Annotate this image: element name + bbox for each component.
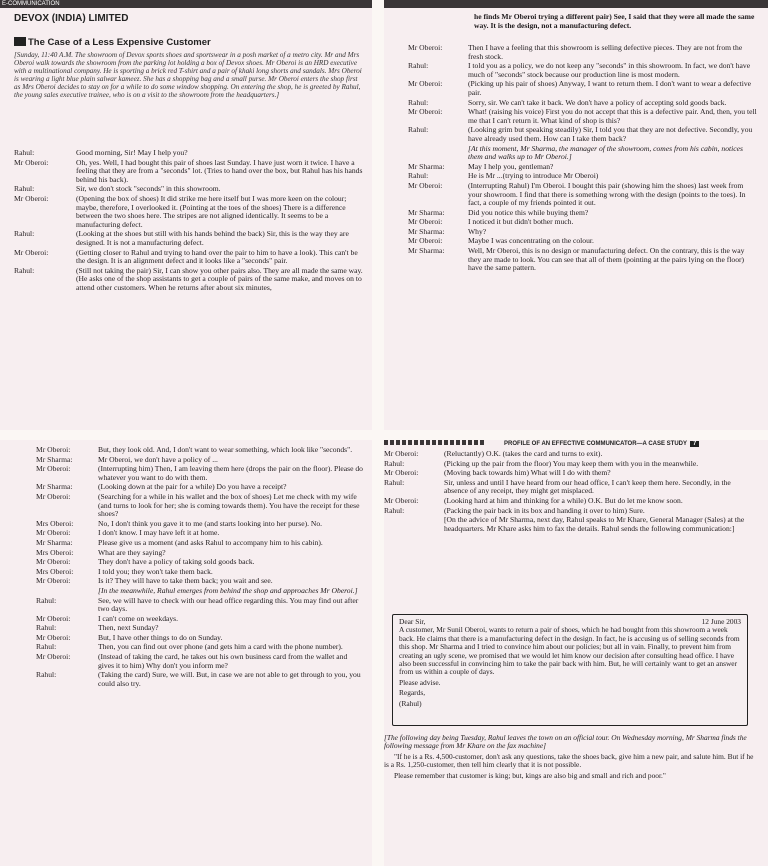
dialogue-line: [408, 62, 758, 79]
dialogue-text: I told you; they won't take them back.: [98, 566, 213, 576]
dialogue-text: (Instead of taking the card, he takes out his own business card from the wallet and gives it to him) Why don't you inform me?: [98, 652, 348, 670]
dialogue-text: Maybe I was concentrating on the colour.: [468, 236, 594, 246]
dialogue-top-right: [408, 44, 758, 274]
footer-italic: [The following day being Tuesday, Rahul leaves the town on an official tour. On Wednesday morning, Mr Sharma finds the following message from Mr Khare on the fax machine]: [384, 733, 747, 751]
company-name: DEVOX (INDIA) LIMITED: [14, 13, 129, 24]
speaker-label: Mr Oberoi:: [36, 445, 71, 454]
dialogue-line: [408, 108, 758, 125]
dialogue-text: (Interrupting Rahul) I'm Oberoi. I bought this pair (showing him the shoes) last week from your showroom. I find that there is something wrong with the design (points to the toes). In fact, a couple of my friends pointed it out.: [468, 180, 746, 208]
dialogue-text: (Still not taking the pair) Sir, I can show you other pairs also. They are all made the same way. (He asks one of the shop assistants to get a couple of pairs of the same make, and moves on to attend other customers. When he returns after about six minutes,: [76, 265, 363, 292]
speaker-label: Rahul:: [14, 265, 35, 275]
letter-date: 12 June 2003: [701, 617, 741, 626]
speaker-label: Mr Oberoi:: [36, 576, 71, 586]
dialogue-line: [36, 456, 364, 465]
speaker-label: Mr Sharma:: [36, 482, 73, 492]
dialogue-text: Sorry, sir. We can't take it back. We don't have a policy of accepting sold goods back.: [468, 97, 727, 107]
dialogue-line: [408, 237, 758, 246]
page-top-left: [0, 0, 372, 430]
speaker-label: Mrs Oberoi:: [36, 547, 74, 557]
dialogue-line: [36, 568, 364, 577]
continuation-text: he finds Mr Oberoi trying a different pair) See, I said that they were all made the same way. It is the design, not a manufacturing defect.: [474, 12, 755, 30]
dialogue-line: [408, 228, 758, 237]
speaker-label: Rahul:: [384, 477, 405, 487]
dialogue-line: [384, 516, 756, 533]
speaker-label: Mr Oberoi:: [14, 157, 49, 167]
dialogue-text: What! (raising his voice) First you do not accept that this is a defective pair. And, then, you tell me that I can't return it. What kind of shop is this?: [468, 107, 757, 125]
dialogue-text: See, we will have to check with our head office regarding this. You may find out after two days.: [98, 595, 359, 614]
speaker-label: Mr Sharma:: [408, 161, 445, 171]
dialogue-line: [36, 634, 364, 643]
speaker-label: Mr Oberoi:: [36, 613, 71, 623]
dialogue-line: [14, 267, 364, 293]
speaker-label: [36, 587, 98, 596]
speaker-label: Rahul:: [408, 125, 429, 135]
speaker-label: Mr Oberoi:: [408, 79, 443, 89]
dialogue-line: [384, 450, 756, 459]
speaker-label: Mr Oberoi:: [408, 180, 443, 190]
dialogue-line: [36, 587, 364, 596]
case-title-text: The Case of a Less Expensive Customer: [28, 37, 211, 48]
speaker-label: Rahul:: [408, 61, 429, 71]
dialogue-line: [14, 159, 364, 185]
dialogue-text: Good morning, Sir! May I help you?: [76, 148, 188, 157]
speaker-label: Rahul:: [408, 97, 429, 107]
case-marker-icon: [14, 37, 26, 46]
speaker-label: Mr Oberoi:: [408, 107, 443, 117]
dialogue-text: No, I don't think you gave it to me (and starts looking into her purse). No.: [98, 518, 323, 528]
speaker-label: Mr Sharma:: [36, 537, 73, 547]
page-bottom-left: [0, 440, 372, 866]
speaker-label: Rahul:: [36, 670, 57, 680]
speaker-label: Mr Sharma:: [36, 454, 73, 464]
dialogue-text: Sir, we don't stock "seconds" in this showroom.: [76, 184, 221, 194]
speaker-label: Mr Sharma:: [408, 207, 445, 217]
dialogue-text: [At this moment, Mr Sharma, the manager of the showroom, comes from his cabin, notices them and walks up to Mr Oberoi.]: [468, 143, 743, 162]
header-rule: [384, 440, 484, 445]
dialogue-line: [408, 80, 758, 97]
section-header-text: PROFILE OF AN EFFECTIVE COMMUNICATOR—A CASE STUDY: [504, 441, 688, 447]
dialogue-text: (Reluctantly) O.K. (takes the card and turns to exit).: [444, 449, 603, 458]
speaker-label: Mr Oberoi:: [14, 247, 49, 257]
footer-text: [384, 734, 756, 782]
dialogue-text: (Looking grim but speaking steadily) Sir, I told you that they are not defective. Secondly, you have already used them. How can I take them back?: [468, 125, 753, 143]
speaker-label: Mr Sharma:: [408, 246, 445, 256]
dialogue-top-left: [14, 149, 364, 294]
page-top-right: [384, 0, 768, 430]
section-header: [504, 441, 699, 447]
dialogue-text: Then, next Sunday?: [98, 623, 159, 633]
speaker-label: Rahul:: [14, 229, 35, 239]
dialogue-text: Well, Mr Oberoi, this is no design or manufacturing defect. On the contrary, this is the way they are made to look. You can see that all of them (pointing at the pairs lying on the floor) have the same pattern.: [468, 246, 745, 273]
dialogue-line: [408, 218, 758, 227]
speaker-label: Mr Oberoi:: [36, 528, 71, 538]
dialogue-text: I don't know. I may have left it at home.: [98, 528, 220, 538]
dialogue-text: Please give us a moment (and asks Rahul to accompany him to his cabin).: [98, 537, 323, 547]
dialogue-text: But, they look old. And, I don't want to wear something, which look like "seconds".: [98, 445, 353, 454]
speaker-label: Rahul:: [36, 642, 57, 652]
dialogue-text: (Interrupting him) Then, I am leaving them here (drops the pair on the floor). Please do whatever you want to do with them.: [98, 464, 363, 482]
dialogue-text: He is Mr ...(trying to introduce Mr Oberoi): [468, 171, 599, 181]
dialogue-line: [408, 44, 758, 61]
dialogue-line: [384, 469, 756, 478]
dialogue-line: [408, 182, 758, 208]
dialogue-line: [14, 249, 364, 266]
speaker-label: Mr Oberoi:: [36, 557, 71, 567]
speaker-label: Rahul:: [14, 184, 35, 194]
header-strip: E-COMMUNICATION: [0, 0, 372, 8]
dialogue-text: (Looking at the shoes but still with his hands behind the back) Sir, this is the way they are designed. It is not a manufacturing defect.: [76, 229, 349, 247]
page-bottom-right: [384, 440, 768, 866]
dialogue-line: [36, 558, 364, 567]
dialogue-line: [384, 479, 756, 496]
dialogue-line: [36, 493, 364, 519]
dialogue-text: Did you notice this while buying them?: [468, 207, 589, 217]
dialogue-line: [14, 149, 364, 158]
footer-last: Please remember that customer is king; but, kings are also big and small and rich and poor.": [394, 770, 666, 780]
dialogue-text: (Taking the card) Sure, we will. But, in case we are not able to get through to you, you could also try.: [98, 670, 361, 688]
speaker-label: Mr Sharma:: [408, 226, 445, 236]
intro-paragraph: [Sunday, 11:40 A.M. The showroom of Devox sports shoes and sportswear in a posh market of a metro city. Mr and Mrs Oberoi walk towards the showroom from the parking lot holding a box of Devox shoes. Mr Oberoi is an HRD executive with a multinational company. He is sporting a brick red T-shirt and a pair of khaki long shorts and sandals. Mrs Oberoi is wearing a light blue plain salwar kameez. She has a shopping bag and a small purse. Mr Oberoi enters the shop first as Mrs Oberoi decides to stay on for a while to do some window shopping. On entering the shop, he is greeted by Rahul, the young sales executive trainee, who is on a visit to the showroom from the headquarters.]: [14, 51, 362, 99]
speaker-label: Rahul:: [408, 171, 429, 181]
dialogue-text: Is it? They will have to take them back; you wait and see.: [98, 576, 273, 586]
dialogue-text: (Picking up his pair of shoes) Anyway, I want to return them. I don't want to wear a defective pair.: [468, 79, 752, 97]
speaker-label: Mrs Oberoi:: [36, 518, 74, 528]
dialogue-text: But, I have other things to do on Sunday.: [98, 632, 223, 642]
dialogue-text: I told you as a policy, we do not keep any "seconds" in this showroom. In fact, we don't have much of "seconds" stock because our production line is most modern.: [468, 61, 751, 79]
dialogue-line: [408, 126, 758, 143]
dialogue-text: They don't have a policy of taking sold goods back.: [98, 557, 255, 567]
dialogue-line: [384, 460, 756, 469]
dialogue-text: (Looking down at the pair for a while) Do you have a receipt?: [98, 482, 287, 492]
dialogue-line: [14, 195, 364, 229]
speaker-label: Mr Oberoi:: [384, 495, 419, 505]
dialogue-line: [36, 615, 364, 624]
dialogue-text: Sir, unless and until I have heard from our head office, I can't keep them here. Secondly, in the absence of any receipt, they might get misplaced.: [444, 477, 731, 496]
speaker-label: Mrs Oberoi:: [36, 566, 74, 576]
case-title: [14, 37, 211, 48]
dialogue-text: Then, you can find out over phone (and gets him a card with the phone number).: [98, 642, 343, 652]
letter-body: A customer, Mr Sunil Oberoi, wants to return a pair of shoes, which he had bought from this showroom a week back. He claims that there is a manufacturing defect in the design. In fact, he is accusing us of selling seconds from this shop. Mr Sharma and I tried to convince him about our policies; but all in vain. Finally, to prevent him from creating an ugly scene, we promised that we would let him know our decision after consulting head office. I have also been successful in convincing him to take the pair back with him. But, he will certainly want to get an answer from us within a couple of days.: [399, 625, 740, 677]
dialogue-line: [36, 539, 364, 548]
letter-request: Please advise.: [399, 677, 441, 687]
dialogue-line: [408, 163, 758, 172]
dialogue-text: (Moving back towards him) What will I do with them?: [444, 468, 611, 478]
dialogue-line: [408, 172, 758, 181]
dialogue-line: [36, 529, 364, 538]
speaker-label: Mr Oberoi:: [408, 217, 443, 227]
footer-quote: "If he is a Rs. 4,500-customer, don't ask any questions, take the shoes back, give him a new pair, and salute him. But if he is a Rs. 1,250-customer, then tell him clearly that it is not possible.: [384, 751, 754, 770]
dialogue-line: [408, 99, 758, 108]
dialogue-line: [36, 520, 364, 529]
dialogue-bottom-right: [384, 450, 756, 534]
dialogue-line: [14, 185, 364, 194]
dialogue-text: [In the meanwhile, Rahul emerges from behind the shop and approaches Mr Oberoi.]: [98, 585, 358, 595]
dialogue-line: [384, 497, 756, 506]
dialogue-line: [36, 577, 364, 586]
letter-signature: (Rahul): [399, 698, 422, 708]
dialogue-line: [36, 446, 364, 455]
dialogue-text: (Opening the box of shoes) It did strike me here itself but I was more keen on the colour; maybe, therefore, I overlooked it. (Pointing at the toes of the shoes) There is a difference between the two shoes here. The stripes are not aligned identically. It seems to be a manufacturing defect.: [76, 193, 347, 229]
speaker-label: Mr Oberoi:: [36, 464, 71, 474]
speaker-label: Mr Oberoi:: [384, 449, 419, 458]
dialogue-text: (Looking hard at him and thinking for a while) O.K. But do let me know soon.: [444, 495, 683, 505]
speaker-label: Rahul:: [36, 595, 57, 605]
speaker-label: Mr Oberoi:: [36, 491, 71, 501]
dialogue-text: Then I have a feeling that this showroom is selling defective pieces. They are not from the fresh stock.: [468, 43, 743, 61]
dialogue-text: Mr Oberoi, we don't have a policy of ...: [98, 454, 218, 464]
header-strip: [384, 0, 768, 8]
dialogue-line: [36, 671, 364, 688]
speaker-label: Mr Oberoi:: [36, 632, 71, 642]
dialogue-line: [36, 653, 364, 670]
dialogue-text: (Searching for a while in his wallet and the box of shoes) Let me check with my wife (and turns to look for her; she is coming towards them). You have the receipt for these shoes?: [98, 491, 360, 519]
dialogue-line: [14, 230, 364, 247]
dialogue-text: I can't come on weekdays.: [98, 613, 179, 623]
speaker-label: Mr Oberoi:: [36, 652, 71, 662]
dialogue-line: [36, 549, 364, 558]
speaker-label: Rahul:: [14, 148, 35, 157]
speaker-label: Rahul:: [36, 623, 57, 633]
dialogue-line: [384, 507, 756, 516]
letter-salutation: Dear Sir,: [399, 617, 426, 626]
letter-closing: Regards,: [399, 688, 426, 698]
dialogue-line: [408, 145, 758, 162]
dialogue-line: [36, 465, 364, 482]
fax-letter: [392, 614, 748, 726]
speaker-label: [408, 145, 468, 162]
dialogue-line: [36, 624, 364, 633]
page-number: 7: [690, 441, 699, 447]
dialogue-line: [408, 209, 758, 218]
dialogue-text: [On the advice of Mr Sharma, next day, Rahul speaks to Mr Khare, General Manager (Sales) at the headquarters. Mr Khare asks him to fax the details. Rahul sends the following communication:]: [444, 515, 745, 533]
dialogue-text: Oh, yes. Well, I had bought this pair of shoes last Sunday. I have just worn it twice. I have a feeling that they are from a "seconds" lot. (Tries to hand over the box, but Rahul has his hands behind his back).: [76, 157, 363, 184]
speaker-label: Rahul:: [384, 458, 405, 468]
dialogue-line: [36, 483, 364, 492]
dialogue-text: May I help you, gentleman?: [468, 161, 554, 171]
speaker-label: Mr Oberoi:: [408, 43, 443, 52]
dialogue-text: Why?: [468, 226, 487, 236]
dialogue-line: [408, 247, 758, 273]
dialogue-text: (Packing the pair back in its box and handing it over to him) Sure.: [444, 505, 645, 515]
speaker-label: Mr Oberoi:: [384, 468, 419, 478]
speaker-label: Mr Oberoi:: [14, 193, 49, 203]
dialogue-text: (Picking up the pair from the floor) You may keep them with you in the meanwhile.: [444, 458, 699, 468]
dialogue-text: (Getting closer to Rahul and trying to hand over the pair to him to have a look). This can't be the design. It is an alignment defect and it looks like a "seconds" pair.: [76, 247, 358, 266]
dialogue-line: [36, 643, 364, 652]
dialogue-text: I noticed it but didn't bother much.: [468, 217, 574, 227]
dialogue-bottom-left: [36, 446, 364, 689]
speaker-label: Rahul:: [384, 505, 405, 515]
speaker-label: Mr Oberoi:: [408, 236, 443, 246]
dialogue-line: [36, 597, 364, 614]
speaker-label: [384, 516, 444, 533]
dialogue-text: What are they saying?: [98, 547, 166, 557]
